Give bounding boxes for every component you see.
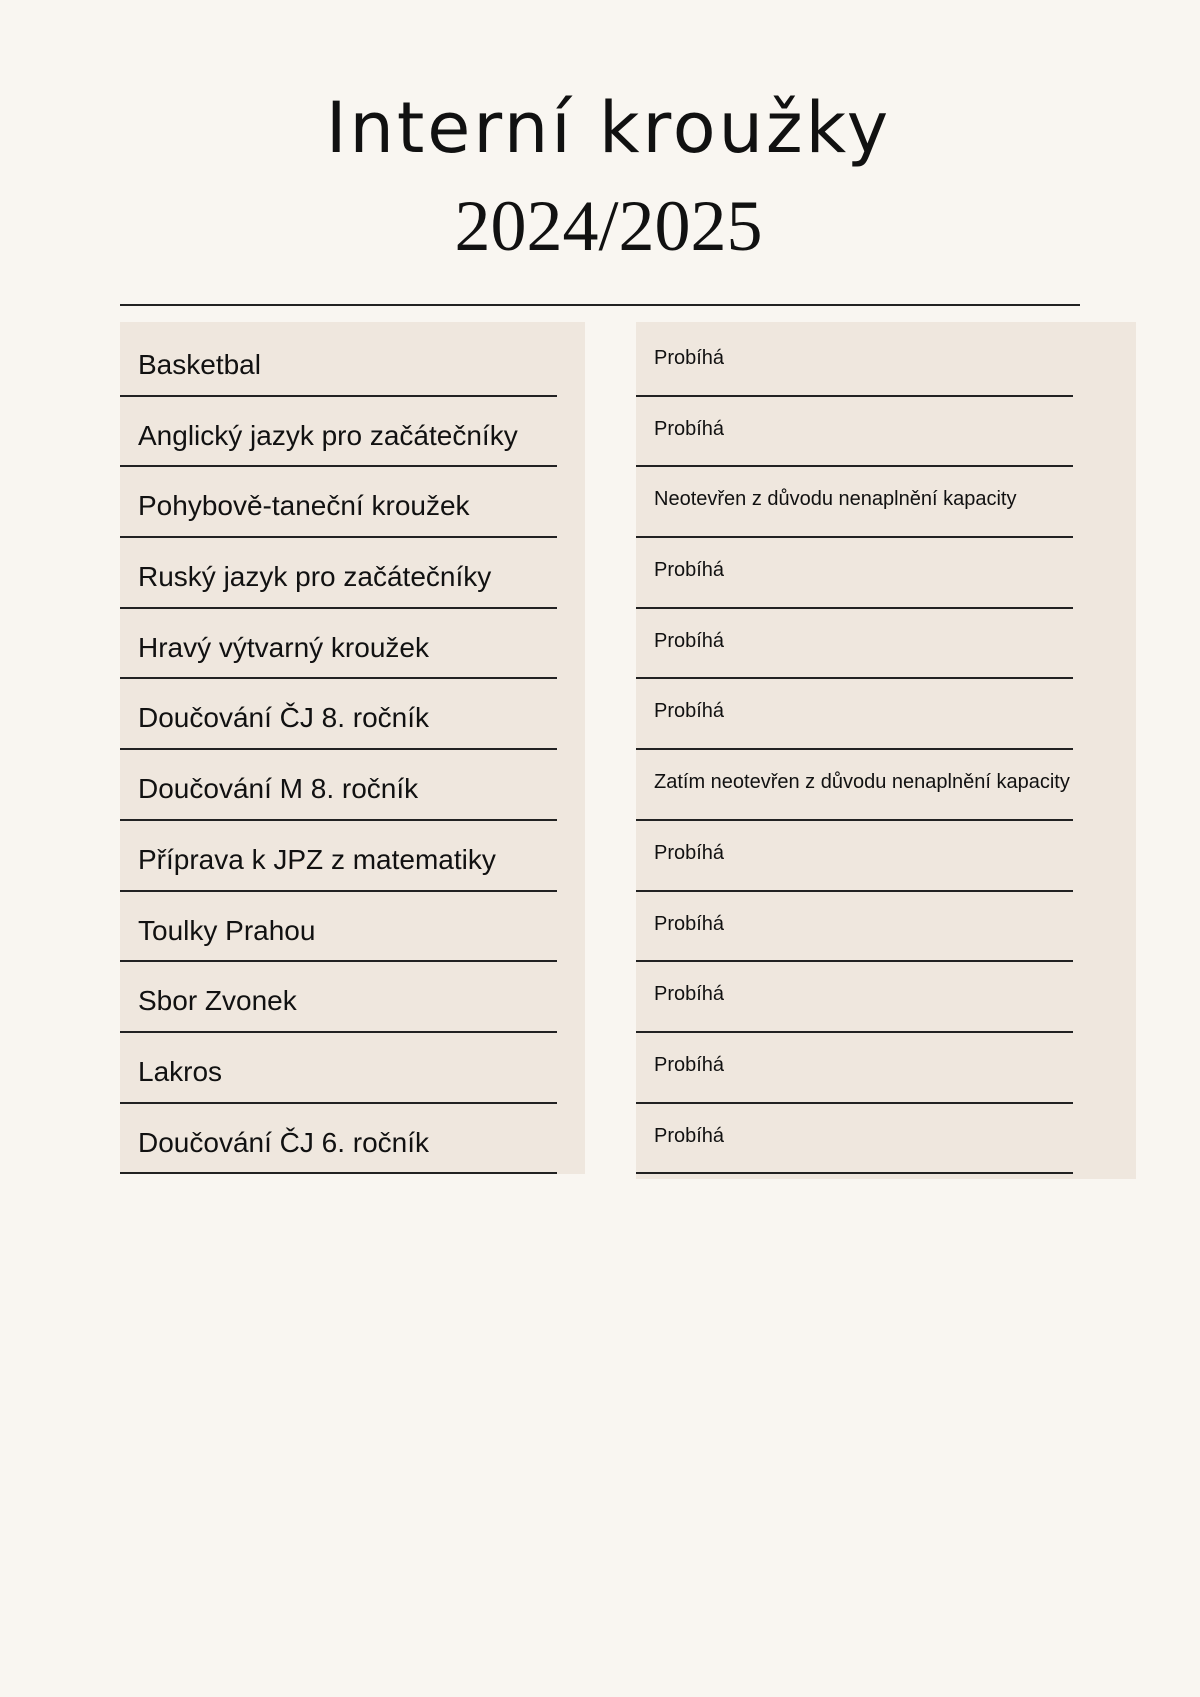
club-name: Doučování M 8. ročník <box>138 773 419 805</box>
club-status: Probíhá <box>654 629 725 652</box>
club-status-row <box>636 609 1073 680</box>
title-divider <box>120 304 1080 306</box>
club-name-row <box>120 821 557 892</box>
club-status: Probíhá <box>654 1053 725 1076</box>
club-name: Sbor Zvonek <box>138 985 297 1017</box>
club-name-row <box>120 397 557 468</box>
club-name: Ruský jazyk pro začátečníky <box>138 561 492 593</box>
club-name: Pohybově-taneční kroužek <box>138 490 470 522</box>
club-name-row <box>120 326 557 397</box>
club-name: Hravý výtvarný kroužek <box>138 631 429 663</box>
club-status: Probíhá <box>654 700 725 723</box>
club-status: Probíhá <box>654 559 725 582</box>
club-status: Probíhá <box>654 912 725 935</box>
club-status: Probíhá <box>654 347 725 369</box>
club-status-row <box>636 538 1073 609</box>
club-status-list <box>636 326 1073 1174</box>
page-title <box>0 80 1200 276</box>
club-name-list <box>120 326 557 1174</box>
club-name-row <box>120 609 557 680</box>
club-name-row <box>120 1033 557 1104</box>
club-status: Probíhá <box>654 1124 725 1147</box>
club-status-row <box>636 467 1073 538</box>
club-status-row <box>636 679 1073 750</box>
club-status: Probíhá <box>654 417 725 440</box>
club-name-row <box>120 467 557 538</box>
club-status-row <box>636 962 1073 1033</box>
club-name: Příprava k JPZ z matematiky <box>138 843 496 875</box>
club-status: Probíhá <box>654 841 725 864</box>
club-status: Neotevřen z důvodu nenaplnění kapacity <box>654 488 1017 511</box>
club-status-row <box>636 326 1073 397</box>
club-name: Basketbal <box>138 349 261 380</box>
club-name: Lakros <box>138 1055 223 1087</box>
club-name-row <box>120 750 557 821</box>
club-name-row <box>120 892 557 963</box>
club-name: Doučování ČJ 8. ročník <box>138 702 430 734</box>
club-status-row <box>636 750 1073 821</box>
club-status: Zatím neotevřen z důvodu nenaplnění kapacity <box>654 771 1070 794</box>
club-name: Toulky Prahou <box>138 914 316 946</box>
club-name-row <box>120 679 557 750</box>
title-school-year: 2024/2025 <box>454 186 763 266</box>
club-name-row <box>120 962 557 1033</box>
club-status-row <box>636 1033 1073 1104</box>
club-name-row <box>120 538 557 609</box>
club-status-row <box>636 892 1073 963</box>
club-status-row <box>636 1104 1073 1175</box>
club-name-row <box>120 1104 557 1175</box>
club-status-row <box>636 821 1073 892</box>
club-status: Probíhá <box>654 983 725 1006</box>
club-name: Anglický jazyk pro začátečníky <box>138 419 518 451</box>
club-status-row <box>636 397 1073 468</box>
club-name: Doučování ČJ 6. ročník <box>138 1126 430 1158</box>
title-heading: Interní kroužky <box>325 87 892 169</box>
